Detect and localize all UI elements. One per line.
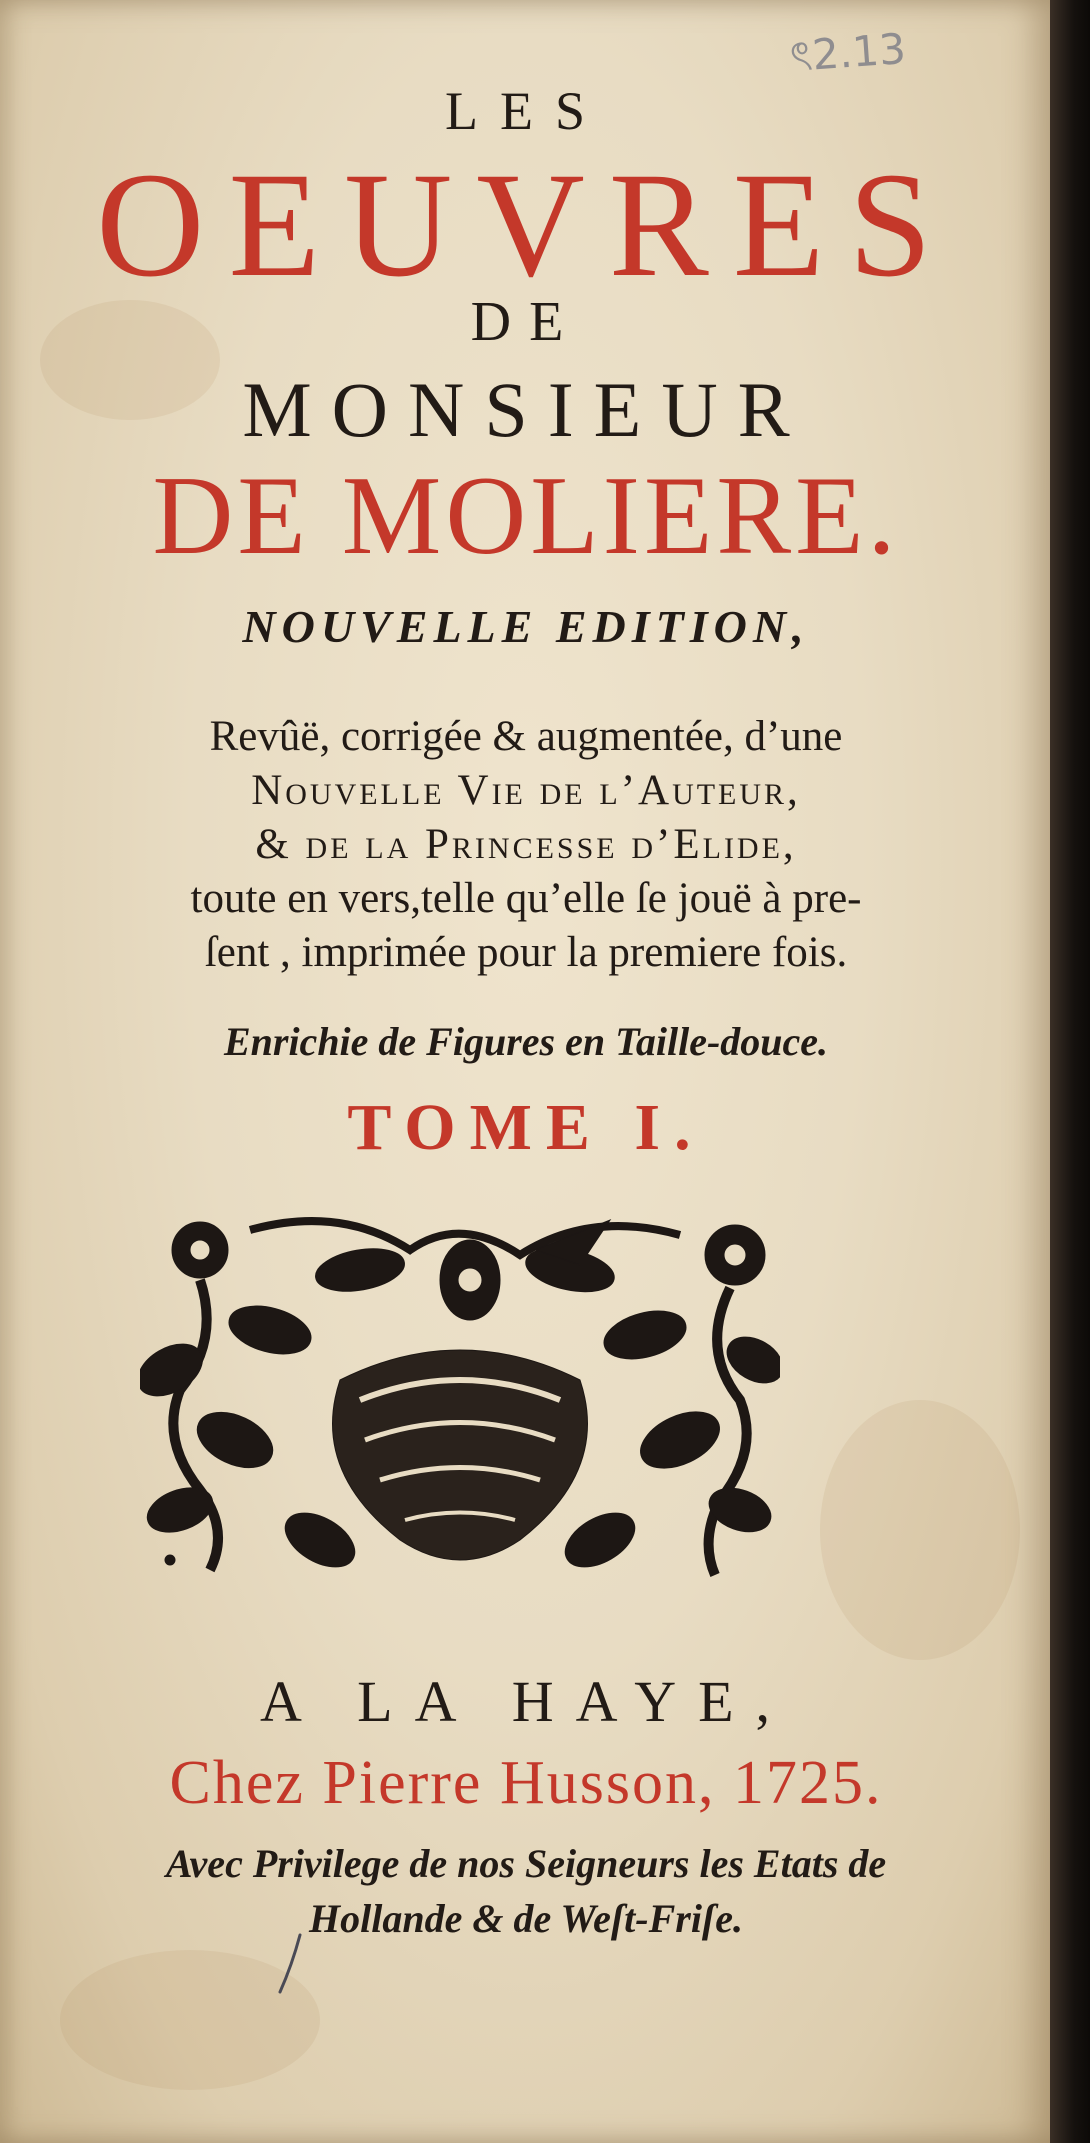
privilege-line-2: Hollande & de Weſt-Friſe.: [308, 1896, 744, 1941]
volume-label: TOME I.: [347, 1091, 705, 1164]
description-line-1: Revûë, corrigée & augmentée, d’une: [209, 713, 843, 760]
description-line-3: & de la Princesse d’Elide,: [255, 821, 797, 868]
title-de: DE: [470, 291, 582, 353]
title-oeuvres: OEUVRES: [96, 142, 956, 308]
floral-basket-ornament-icon: [140, 1210, 780, 1600]
description-line-2: Nouvelle Vie de l’Auteur,: [251, 767, 801, 814]
privilege-line-1: Avec Privilege de nos Seigneurs les Etats de: [165, 1841, 887, 1886]
title-les: LES: [444, 81, 607, 141]
imprint-place: A LA HAYE,: [259, 1669, 793, 1734]
page-edge-shadow: [1050, 0, 1090, 2143]
edition-heading: NOUVELLE EDITION,: [242, 601, 810, 652]
title-de-moliere: DE MOLIERE.: [152, 454, 900, 578]
handwritten-shelfmark: ৎ2.13: [788, 24, 908, 81]
title-monsieur: MONSIEUR: [242, 366, 810, 453]
description-line-4: toute en vers,telle qu’elle ſe jouë à pre-: [190, 875, 862, 922]
paper-stain: [820, 1400, 1020, 1660]
imprint-publisher: Chez Pierre Husson, 1725.: [169, 1749, 883, 1817]
description-line-5: ſent , imprimée pour la premiere fois.: [204, 929, 848, 976]
pen-mark-icon: [270, 1930, 310, 2000]
illustrations-note: Enrichie de Figures en Taille-douce.: [223, 1019, 829, 1064]
